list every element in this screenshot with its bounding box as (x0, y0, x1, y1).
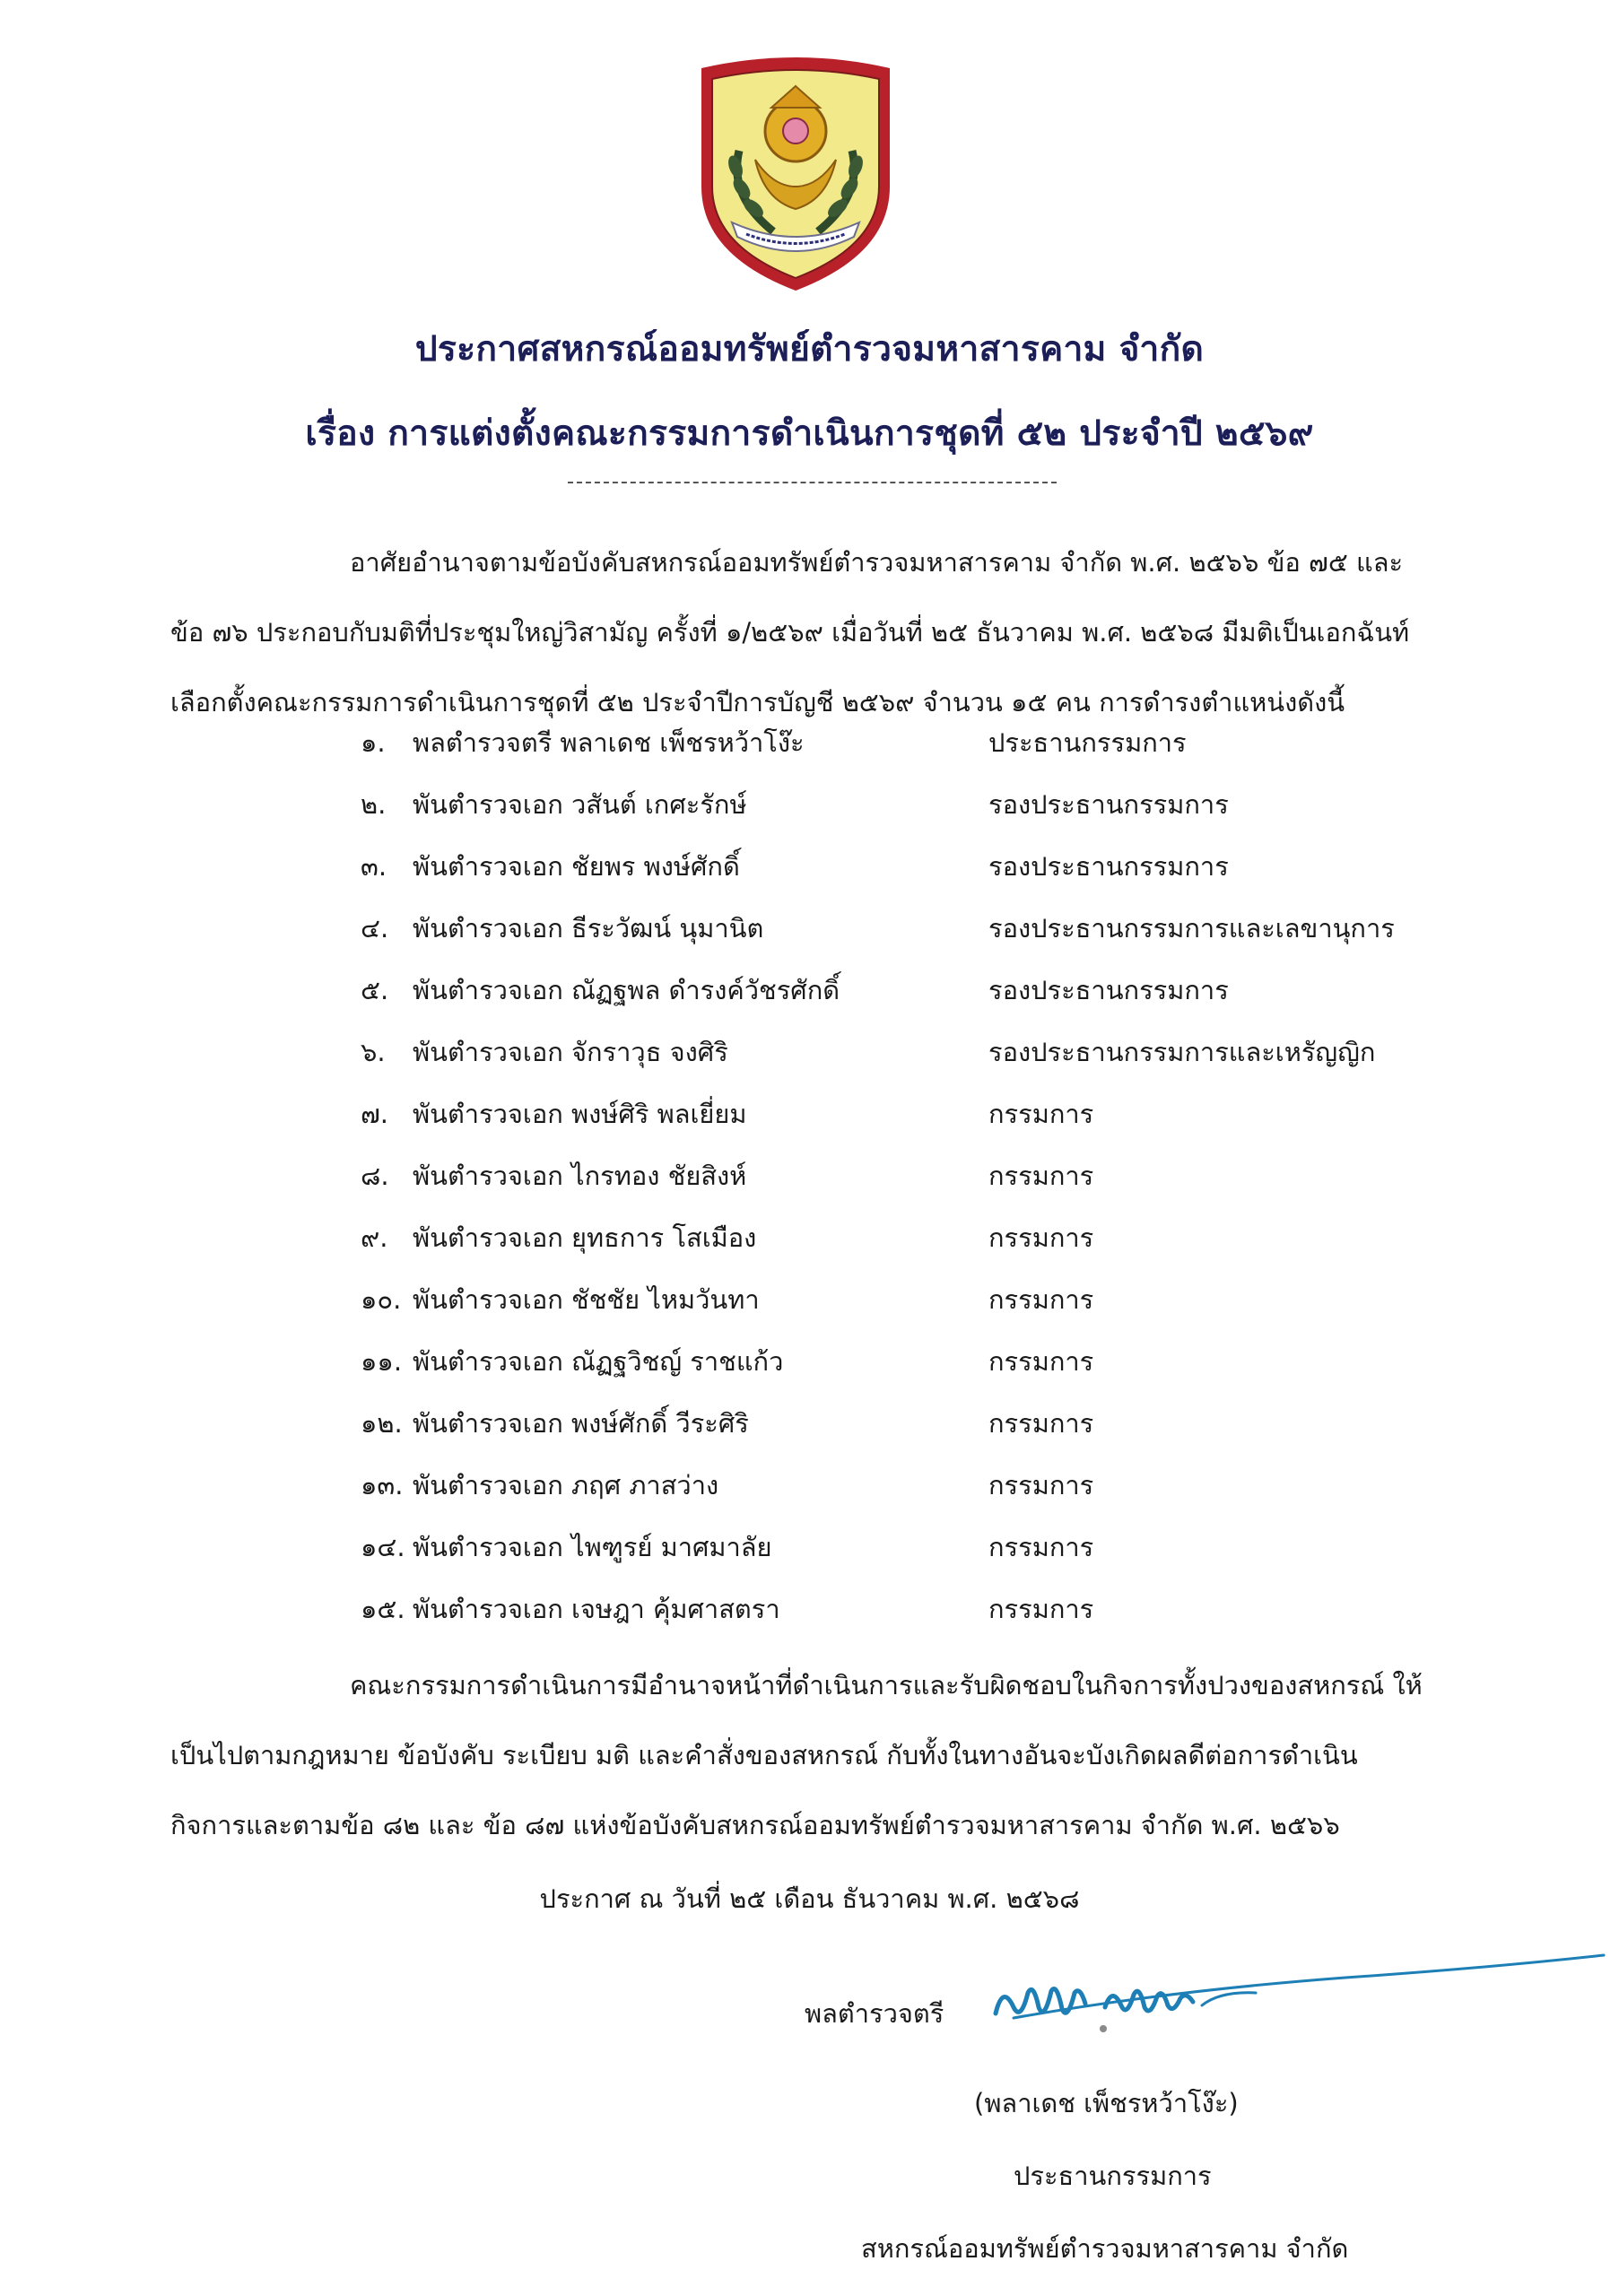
member-name: พันตำรวจเอก จักราวุธ จงศิริ (413, 1037, 728, 1067)
member-name: พันตำรวจเอก ณัฏฐวิชญ์ ราชแก้ว (413, 1346, 784, 1377)
committee-row (361, 1517, 1491, 1578)
member-position: ประธานกรรมการ (988, 727, 1187, 758)
row-number: ๕. (361, 975, 389, 1005)
committee-row (361, 1145, 1491, 1207)
member-name: พันตำรวจเอก พงษ์ศักดิ์ วีระศิริ (413, 1408, 749, 1439)
intro-line-2: ข้อ ๗๖ ประกอบกับมติที่ประชุมใหญ่วิสามัญ ครั้งที่ ๑/๒๕๖๙ เมื่อวันที่ ๒๕ ธันวาคม พ.ศ. ๒๕๖๘ มีมติเป็นเอกฉันท์ (170, 617, 1410, 648)
committee-row (361, 1331, 1491, 1393)
row-number: ๑๒. (361, 1408, 403, 1439)
row-number: ๑๕. (361, 1594, 405, 1624)
member-position: กรรมการ (988, 1161, 1094, 1191)
member-position: รองประธานกรรมการ (988, 975, 1229, 1005)
signatory-organization: สหกรณ์ออมทรัพย์ตำรวจมหาสารคาม จำกัด (861, 2233, 1349, 2264)
member-position: กรรมการ (988, 1532, 1094, 1562)
member-name: พันตำรวจเอก ภฤศ ภาสว่าง (413, 1470, 719, 1500)
signatory-title: ประธานกรรมการ (1014, 2161, 1212, 2191)
document-subject: เรื่อง การแต่งตั้งคณะกรรมการดำเนินการชุดที่ ๕๒ ประจำปี ๒๕๖๙ (305, 413, 1314, 454)
title-divider (568, 482, 1057, 483)
member-position: รองประธานกรรมการ (988, 851, 1229, 882)
committee-row (361, 1578, 1491, 1640)
committee-row (361, 960, 1491, 1022)
row-number: ๑๑. (361, 1346, 403, 1377)
member-name: พันตำรวจเอก พงษ์ศิริ พลเยี่ยม (413, 1099, 747, 1129)
member-position: กรรมการ (988, 1222, 1094, 1253)
member-position: กรรมการ (988, 1594, 1094, 1624)
member-name: พันตำรวจเอก ชัชชัย ไหมวันทา (413, 1284, 760, 1315)
signatory-name: (พลาเดช เพ็ชรหว้าโง๊ะ) (974, 2088, 1239, 2118)
row-number: ๑๔. (361, 1532, 405, 1562)
committee-row (361, 1083, 1491, 1145)
member-name: พันตำรวจเอก ไกรทอง ชัยสิงห์ (413, 1161, 747, 1191)
member-name: พันตำรวจเอก ไพฑูรย์ มาศมาลัย (413, 1532, 772, 1562)
committee-row (361, 898, 1491, 960)
member-name: พันตำรวจเอก ชัยพร พงษ์ศักดิ์ (413, 851, 740, 882)
committee-row (361, 1207, 1491, 1269)
duties-paragraph (170, 1650, 1480, 1860)
row-number: ๒. (361, 789, 387, 820)
signatory-rank: พลตำรวจตรี (805, 1998, 944, 2029)
row-number: ๑. (361, 727, 386, 758)
committee-row (361, 712, 1491, 774)
row-number: ๑๐. (361, 1284, 402, 1315)
committee-row (361, 1022, 1491, 1083)
row-number: ๘. (361, 1161, 389, 1191)
member-name: พันตำรวจเอก ณัฏฐพล ดำรงค์วัชรศักดิ์ (413, 975, 840, 1005)
committee-row (361, 836, 1491, 898)
row-number: ๓. (361, 851, 387, 882)
member-position: รองประธานกรรมการและเหรัญญิก (988, 1037, 1376, 1067)
row-number: ๑๓. (361, 1470, 404, 1500)
announcement-date: ประกาศ ณ วันที่ ๒๕ เดือน ธันวาคม พ.ศ. ๒๕๖๘ (539, 1883, 1080, 1914)
committee-row (361, 1393, 1491, 1455)
intro-line-1: อาศัยอำนาจตามข้อบังคับสหกรณ์ออมทรัพย์ตำรวจมหาสารคาม จำกัด พ.ศ. ๒๕๖๖ ข้อ ๗๕ และ (350, 547, 1404, 578)
member-position: กรรมการ (988, 1284, 1094, 1315)
committee-row (361, 774, 1491, 836)
row-number: ๔. (361, 913, 389, 944)
duties-line-1: คณะกรรมการดำเนินการมีอำนาจหน้าที่ดำเนินการและรับผิดชอบในกิจการทั้งปวงของสหกรณ์ ให้ (350, 1670, 1423, 1700)
row-number: ๖. (361, 1037, 386, 1067)
intro-line-3: เลือกตั้งคณะกรรมการดำเนินการชุดที่ ๕๒ ประจำปีการบัญชี ๒๕๖๙ จำนวน ๑๕ คน การดำรงตำแหน่งดังนี้ (170, 687, 1345, 718)
intro-paragraph (170, 527, 1480, 737)
member-name: พันตำรวจเอก ธีระวัฒน์ นุมานิต (413, 913, 764, 944)
member-position: รองประธานกรรมการและเลขานุการ (988, 913, 1395, 944)
member-name: พันตำรวจเอก ยุทธการ โสเมือง (413, 1222, 757, 1253)
member-name: พันตำรวจเอก วสันต์ เกศะรักษ์ (413, 789, 747, 820)
committee-row (361, 1455, 1491, 1517)
committee-list (361, 712, 1491, 1640)
row-number: ๙. (361, 1222, 388, 1253)
member-name: พันตำรวจเอก เจษฎา คุ้มศาสตรา (413, 1594, 780, 1624)
member-position: กรรมการ (988, 1346, 1094, 1377)
duties-line-2: เป็นไปตามกฎหมาย ข้อบังคับ ระเบียบ มติ และคำสั่งของสหกรณ์ กับทั้งในทางอันจะบังเกิดผลดีต่อการดำเนิน (170, 1740, 1358, 1770)
member-name: พลตำรวจตรี พลาเดช เพ็ชรหว้าโง๊ะ (413, 727, 805, 758)
handwritten-signature (987, 1928, 1606, 2045)
committee-row (361, 1269, 1491, 1331)
member-position: รองประธานกรรมการ (988, 789, 1229, 820)
cooperative-emblem-logo (692, 52, 899, 296)
member-position: กรรมการ (988, 1408, 1094, 1439)
row-number: ๗. (361, 1099, 389, 1129)
member-position: กรรมการ (988, 1470, 1094, 1500)
duties-line-3: กิจการและตามข้อ ๘๒ และ ข้อ ๘๗ แห่งข้อบังคับสหกรณ์ออมทรัพย์ตำรวจมหาสารคาม จำกัด พ.ศ. ๒๕๖๖ (170, 1810, 1340, 1840)
member-position: กรรมการ (988, 1099, 1094, 1129)
document-title: ประกาศสหกรณ์ออมทรัพย์ตำรวจมหาสารคาม จำกัด (414, 329, 1205, 370)
